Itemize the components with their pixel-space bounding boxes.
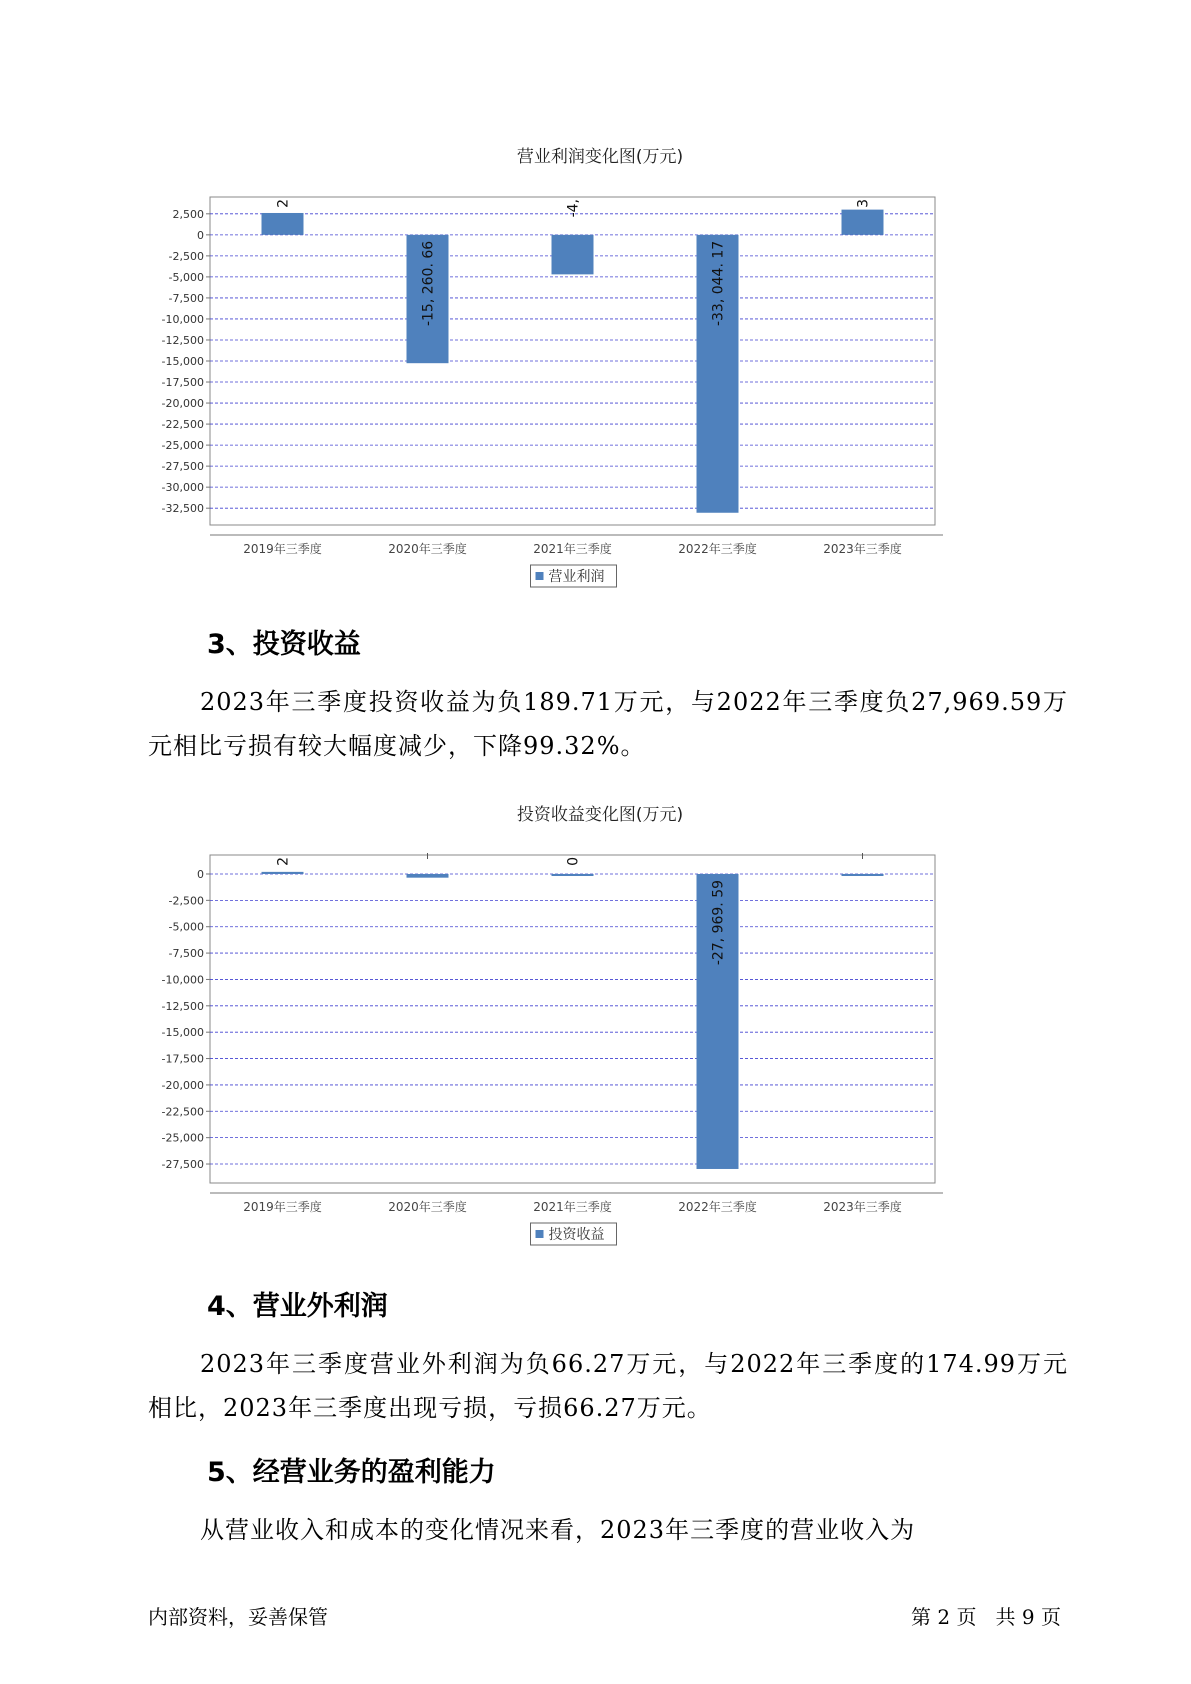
legend-swatch <box>536 1230 544 1238</box>
y-tick-label: -30,000 <box>161 481 204 495</box>
bar <box>262 872 304 874</box>
x-tick-label: 2020年三季度 <box>388 542 467 556</box>
y-tick-label: -5,000 <box>168 920 204 934</box>
operating-profit-chart <box>150 142 1050 611</box>
data-label: 3 <box>855 199 872 208</box>
x-tick-label: 2022年三季度 <box>678 1200 757 1214</box>
y-tick-label: -7,500 <box>168 291 204 305</box>
y-tick-label: -12,500 <box>161 999 204 1013</box>
x-tick-label: 2019年三季度 <box>243 542 322 556</box>
x-tick-label: 2019年三季度 <box>243 1200 322 1214</box>
x-tick-label: 2021年三季度 <box>533 1200 612 1214</box>
section-heading-investment-income: 3、投资收益 <box>207 629 361 660</box>
y-tick-label: -22,500 <box>161 418 204 432</box>
data-label: 0 <box>565 857 582 866</box>
legend-label: 投资收益 <box>548 1227 605 1243</box>
data-label: -15, 260. 66 <box>420 240 437 327</box>
chart-svg <box>150 825 1050 1265</box>
y-tick-label: 0 <box>197 228 204 242</box>
bar <box>552 874 594 876</box>
bar <box>262 213 304 235</box>
paragraph-text: 从营业收入和成本的变化情况来看，2023年三季度的营业收入为 <box>200 1516 916 1544</box>
paragraph-text: 2023年三季度投资收益为负189.71万元，与2022年三季度负27,969.59万元相比亏损有较大幅度减少，下降99.32%。 <box>148 688 1068 760</box>
y-tick-label: -2,500 <box>168 894 204 908</box>
plot-area <box>210 855 935 1183</box>
bar <box>842 210 884 235</box>
y-tick-label: -27,500 <box>161 1158 204 1172</box>
data-label: -27, 969. 59 <box>710 879 727 966</box>
y-tick-label: -7,500 <box>168 947 204 961</box>
y-tick-label: -25,000 <box>161 1131 204 1145</box>
data-label: -4, <box>565 199 582 218</box>
chart-title: 投资收益变化图(万元) <box>516 805 684 825</box>
y-tick-label: -5,000 <box>168 270 204 284</box>
y-tick-label: -10,000 <box>161 312 204 326</box>
legend-swatch <box>536 572 544 580</box>
y-tick-label: -22,500 <box>161 1105 204 1119</box>
section-text-non-operating-profit <box>148 1342 1068 1430</box>
section-heading-profitability: 5、经营业务的盈利能力 <box>207 1457 496 1488</box>
y-tick-label: -15,000 <box>161 355 204 368</box>
data-label: 2 <box>275 857 292 866</box>
y-tick-label: 0 <box>197 867 204 881</box>
section-text-investment-income <box>148 680 1068 768</box>
x-tick-label: 2020年三季度 <box>388 1200 467 1214</box>
chart-svg <box>150 167 1050 607</box>
y-tick-label: -25,000 <box>161 439 204 453</box>
y-tick-label: -32,500 <box>161 502 204 516</box>
y-tick-label: -15,000 <box>161 1026 204 1040</box>
y-tick-label: -20,000 <box>161 1078 204 1092</box>
page-number: 第 2 页 共 9 页 <box>911 1605 1061 1629</box>
y-tick-label: -12,500 <box>161 333 204 347</box>
y-tick-label: -17,500 <box>161 1052 204 1066</box>
bar <box>407 874 449 878</box>
y-tick-label: -27,500 <box>161 460 204 474</box>
y-tick-label: -2,500 <box>168 249 204 263</box>
section-text-profitability <box>148 1508 1068 1552</box>
investment-income-chart <box>150 800 1050 1269</box>
y-tick-label: 2,500 <box>172 207 204 221</box>
data-label: -33, 044. 17 <box>710 240 727 327</box>
paragraph-text: 2023年三季度营业外利润为负66.27万元，与2022年三季度的174.99万元相比，2023年三季度出现亏损，亏损66.27万元。 <box>148 1350 1068 1422</box>
footer-note: 内部资料，妥善保管 <box>148 1605 328 1629</box>
y-tick-label: -20,000 <box>161 397 204 411</box>
chart-title: 营业利润变化图(万元) <box>516 147 684 167</box>
legend-label: 营业利润 <box>548 569 605 585</box>
x-tick-label: 2022年三季度 <box>678 542 757 556</box>
y-tick-label: -17,500 <box>161 376 204 390</box>
bar <box>552 235 594 275</box>
x-tick-label: 2023年三季度 <box>823 1200 902 1214</box>
x-tick-label: 2021年三季度 <box>533 542 612 556</box>
bar <box>842 874 884 876</box>
section-heading-non-operating-profit: 4、营业外利润 <box>207 1291 388 1322</box>
x-tick-label: 2023年三季度 <box>823 542 902 556</box>
y-tick-label: -10,000 <box>161 973 204 987</box>
data-label: 2 <box>275 199 292 208</box>
